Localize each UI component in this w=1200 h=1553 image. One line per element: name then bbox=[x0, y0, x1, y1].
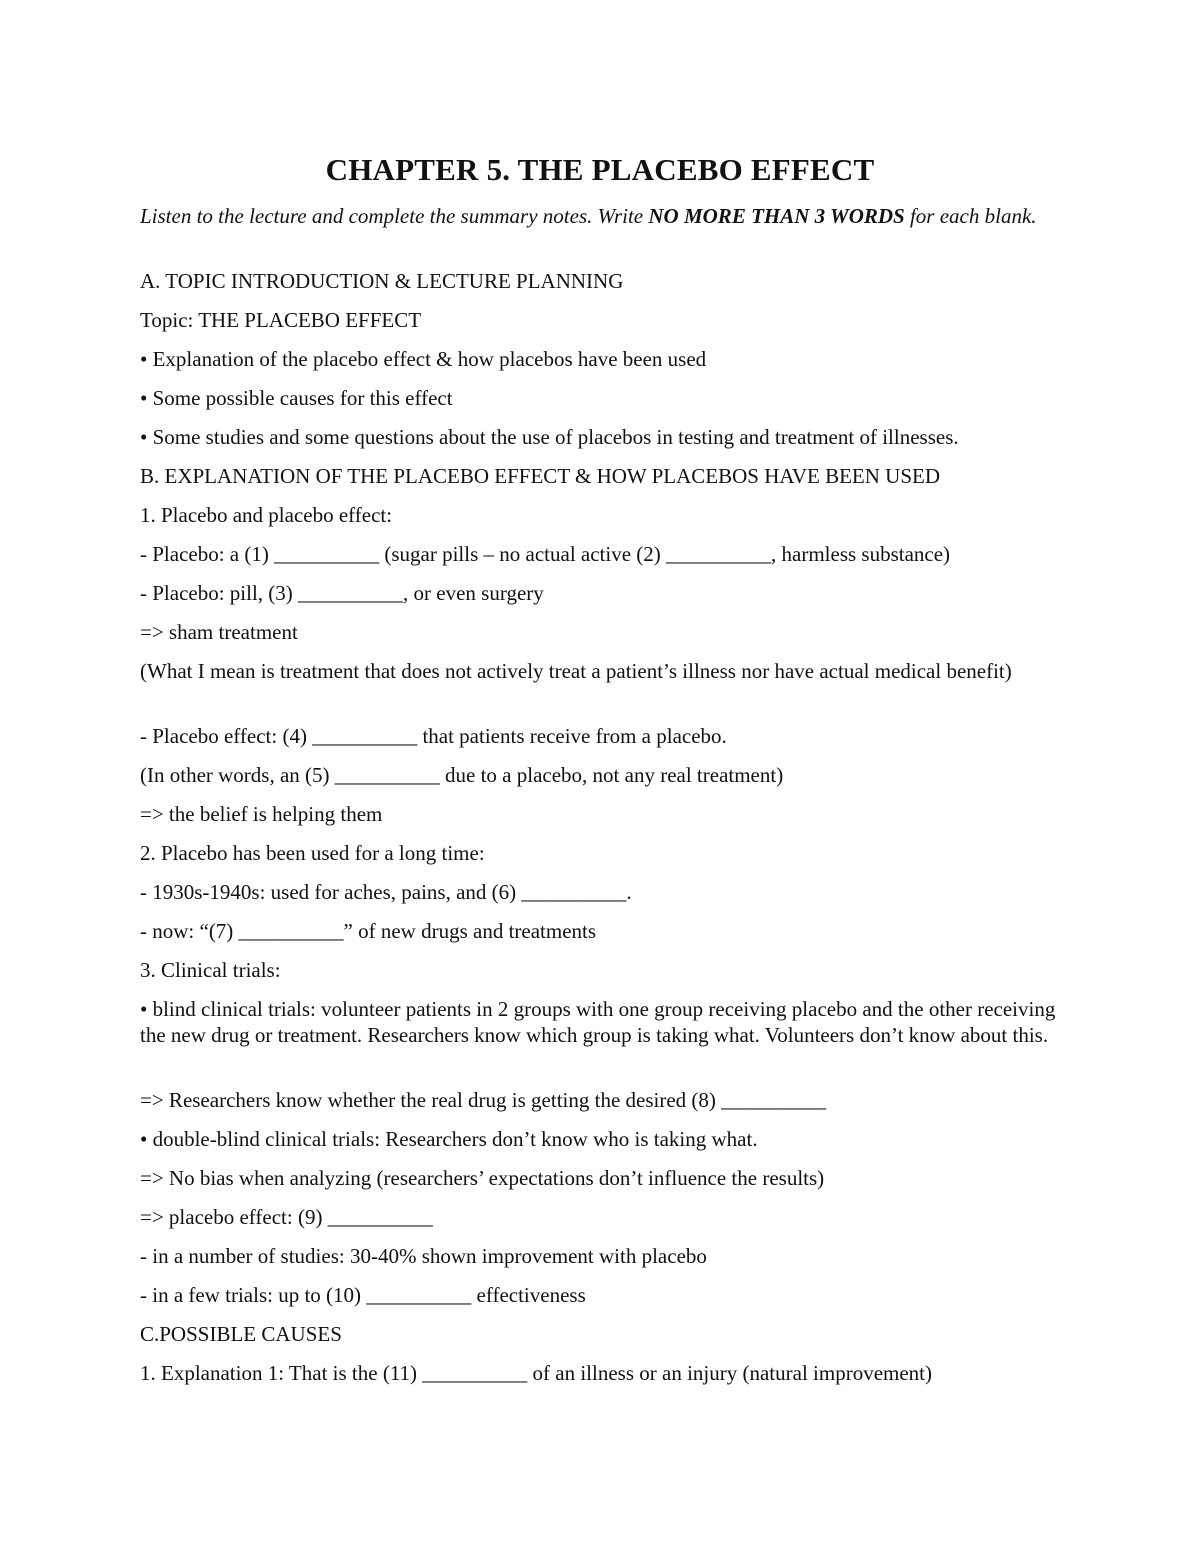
note-line: - now: “(7) __________” of new drugs and treatments bbox=[140, 919, 597, 943]
note-line: (In other words, an (5) __________ due to a placebo, not any real treatment) bbox=[140, 763, 784, 787]
note-line: - Placebo effect: (4) __________ that patients receive from a placebo. bbox=[140, 724, 727, 748]
numbered-heading: 2. Placebo has been used for a long time: bbox=[140, 841, 485, 865]
instructions bbox=[140, 203, 1050, 229]
note-line: => Researchers know whether the real drug is getting the desired (8) __________ bbox=[140, 1088, 827, 1112]
note-line: - in a number of studies: 30-40% shown improvement with placebo bbox=[140, 1244, 707, 1268]
note-paragraph: (What I mean is treatment that does not actively treat a patient’s illness nor have actual medical benefit) bbox=[140, 659, 1012, 683]
page-title: CHAPTER 5. THE PLACEBO EFFECT bbox=[325, 152, 875, 187]
instructions-text: Listen to the lecture and complete the summary notes. Write bbox=[140, 204, 649, 228]
section-heading-b: B. EXPLANATION OF THE PLACEBO EFFECT & HOW PLACEBOS HAVE BEEN USED bbox=[140, 464, 941, 488]
numbered-heading: 3. Clinical trials: bbox=[140, 958, 281, 982]
bullet-item: • Explanation of the placebo effect & how placebos have been used bbox=[140, 347, 707, 371]
note-line: => sham treatment bbox=[140, 620, 298, 644]
instructions-emphasis: NO MORE THAN 3 WORDS bbox=[648, 204, 905, 228]
note-line: - in a few trials: up to (10) __________ effectiveness bbox=[140, 1283, 586, 1307]
note-line: - Placebo: pill, (3) __________, or even surgery bbox=[140, 581, 544, 605]
instructions-text-end: for each blank. bbox=[904, 204, 1037, 228]
note-paragraph: • blind clinical trials: volunteer patients in 2 groups with one group receiving placebo and the other receiving the new drug or treatment. Researchers know which group is taking what. Volunteers don’t know about this. bbox=[140, 997, 1056, 1047]
note-line: - Placebo: a (1) __________ (sugar pills – no actual active (2) __________, harmless substance) bbox=[140, 542, 951, 566]
section-heading-c: C.POSSIBLE CAUSES bbox=[140, 1322, 342, 1346]
section-heading-a: A. TOPIC INTRODUCTION & LECTURE PLANNING bbox=[140, 269, 624, 293]
bullet-item: • double-blind clinical trials: Researchers don’t know who is taking what. bbox=[140, 1127, 758, 1151]
note-line: => the belief is helping them bbox=[140, 802, 383, 826]
note-line: - 1930s-1940s: used for aches, pains, and (6) __________. bbox=[140, 880, 632, 904]
note-line: => placebo effect: (9) __________ bbox=[140, 1205, 433, 1229]
numbered-heading: 1. Placebo and placebo effect: bbox=[140, 503, 393, 527]
topic-line: Topic: THE PLACEBO EFFECT bbox=[140, 308, 422, 332]
bullet-item: • Some possible causes for this effect bbox=[140, 386, 453, 410]
note-line: 1. Explanation 1: That is the (11) __________ of an illness or an injury (natural improvement) bbox=[140, 1361, 933, 1385]
note-line: => No bias when analyzing (researchers’ expectations don’t influence the results) bbox=[140, 1166, 825, 1190]
bullet-item: • Some studies and some questions about the use of placebos in testing and treatment of illnesses. bbox=[140, 425, 959, 449]
